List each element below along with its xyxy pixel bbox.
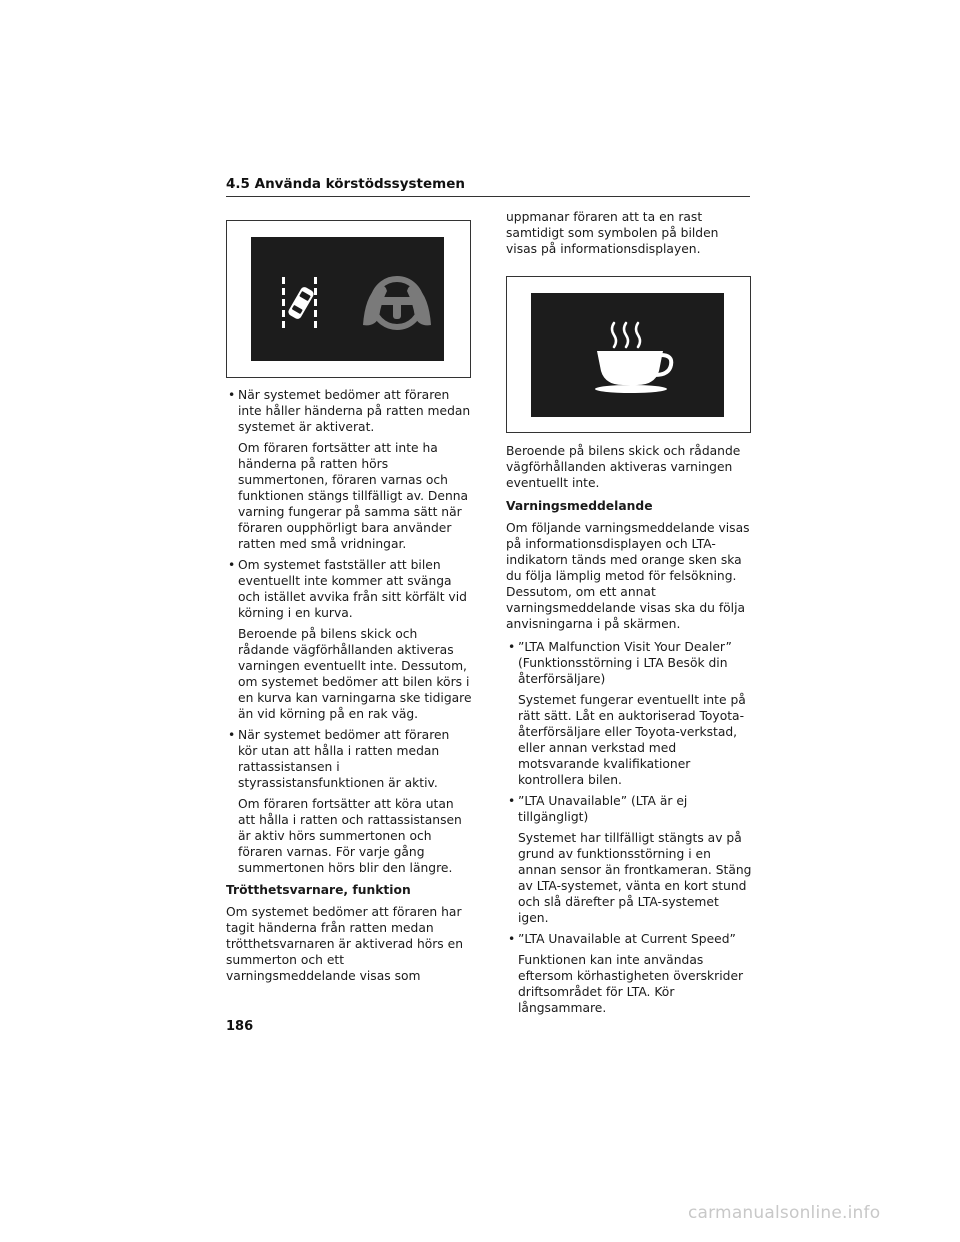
continued-paragraph: uppmanar föraren att ta en rast samtidigt som symbolen på bilden visas på informationsdisplayen. <box>506 210 719 256</box>
list-item: • När systemet bedömer att föraren inte håller händerna på ratten medan systemet är aktiverat. Om föraren fortsätter att inte ha händerna på ratten hörs summertonen, föraren varnas och funktionen stängs tillfälligt av. Denna varning fungerar på samma sätt när föraren oupphörligt bara använder ratten med små vridningar. <box>228 388 471 551</box>
right-column <box>506 209 752 264</box>
warning-heading: Varningsmeddelande <box>506 499 653 513</box>
section-title: 4.5 Använda körstödssystemen <box>226 176 465 192</box>
warning-list <box>506 639 752 1016</box>
after-figure-paragraph: Beroende på bilens skick och rådande vägförhållanden aktiveras varningen eventuellt inte. <box>506 444 741 490</box>
page-number: 186 <box>226 1019 254 1034</box>
warning-paragraph: Om följande varningsmeddelande visas på informationsdisplayen och LTA-indikatorn tänds med orange sken ska du följa lämplig metod för felsökning. Dessutom, om ett annat varningsmeddelande visas ska du följa anvisningarna i på skärmen. <box>506 521 750 631</box>
condition-list <box>226 387 472 876</box>
fatigue-heading: Trötthetsvarnare, funktion <box>226 883 411 897</box>
list-item: • ”LTA Unavailable at Current Speed” Funktionen kan inte användas eftersom körhastigheten överskrider driftsområdet för LTA. Kör långsammare. <box>508 932 744 1015</box>
left-column <box>226 387 472 991</box>
display-screen <box>251 237 444 361</box>
list-item: • Om systemet fastställer att bilen eventuellt inte kommer att svänga och istället avvika från sitt körfält vid körning i en kurva. Beroende på bilens skick och rådande vägförhållanden aktiveras varningen eventuellt inte. Dessutom, om systemet bedömer att bilen körs i en kurva kan varningarna ske tidigare än vid körning på en rak väg. <box>228 558 472 721</box>
right-column-lower <box>506 443 752 1022</box>
watermark: carmanualsonline.info <box>688 1203 881 1223</box>
list-item: • När systemet bedömer att föraren kör utan att hålla i ratten medan rattassistansen i styrassistansfunktionen är aktiv. Om föraren fortsätter att köra utan att hålla i ratten och rattassistansen är aktiv hörs summertonen och föraren varnas. För varje gång summertonen hörs blir den längre. <box>228 728 462 875</box>
figure-coffee-break <box>506 276 751 433</box>
fatigue-paragraph: Om systemet bedömer att föraren har tagit händerna från ratten medan trötthetsvarnaren är aktiverad hörs en summerton och ett varningsmeddelande visas som <box>226 905 463 983</box>
figure-lane-warning <box>226 220 471 378</box>
hands-on-steering-wheel-icon <box>251 237 444 361</box>
coffee-cup-icon <box>531 293 724 417</box>
section-header <box>226 176 750 197</box>
list-item: • ”LTA Malfunction Visit Your Dealer” (Funktionsstörning i LTA Besök din återförsäljare) Systemet fungerar eventuellt inte på rätt sätt. Låt en auktoriserad Toyota-återförsäljare eller Toyota-verkstad, eller annan verkstad med motsvarande kvalifikationer kontrollera bilen. <box>508 640 746 787</box>
display-screen <box>531 293 724 417</box>
list-item: • ”LTA Unavailable” (LTA är ej tillgängligt) Systemet har tillfälligt stängts av på grund av funktionsstörning i en annan sensor än frontkameran. Stäng av LTA-systemet, vänta en kort stund och slå därefter på LTA-systemet igen. <box>508 794 752 925</box>
